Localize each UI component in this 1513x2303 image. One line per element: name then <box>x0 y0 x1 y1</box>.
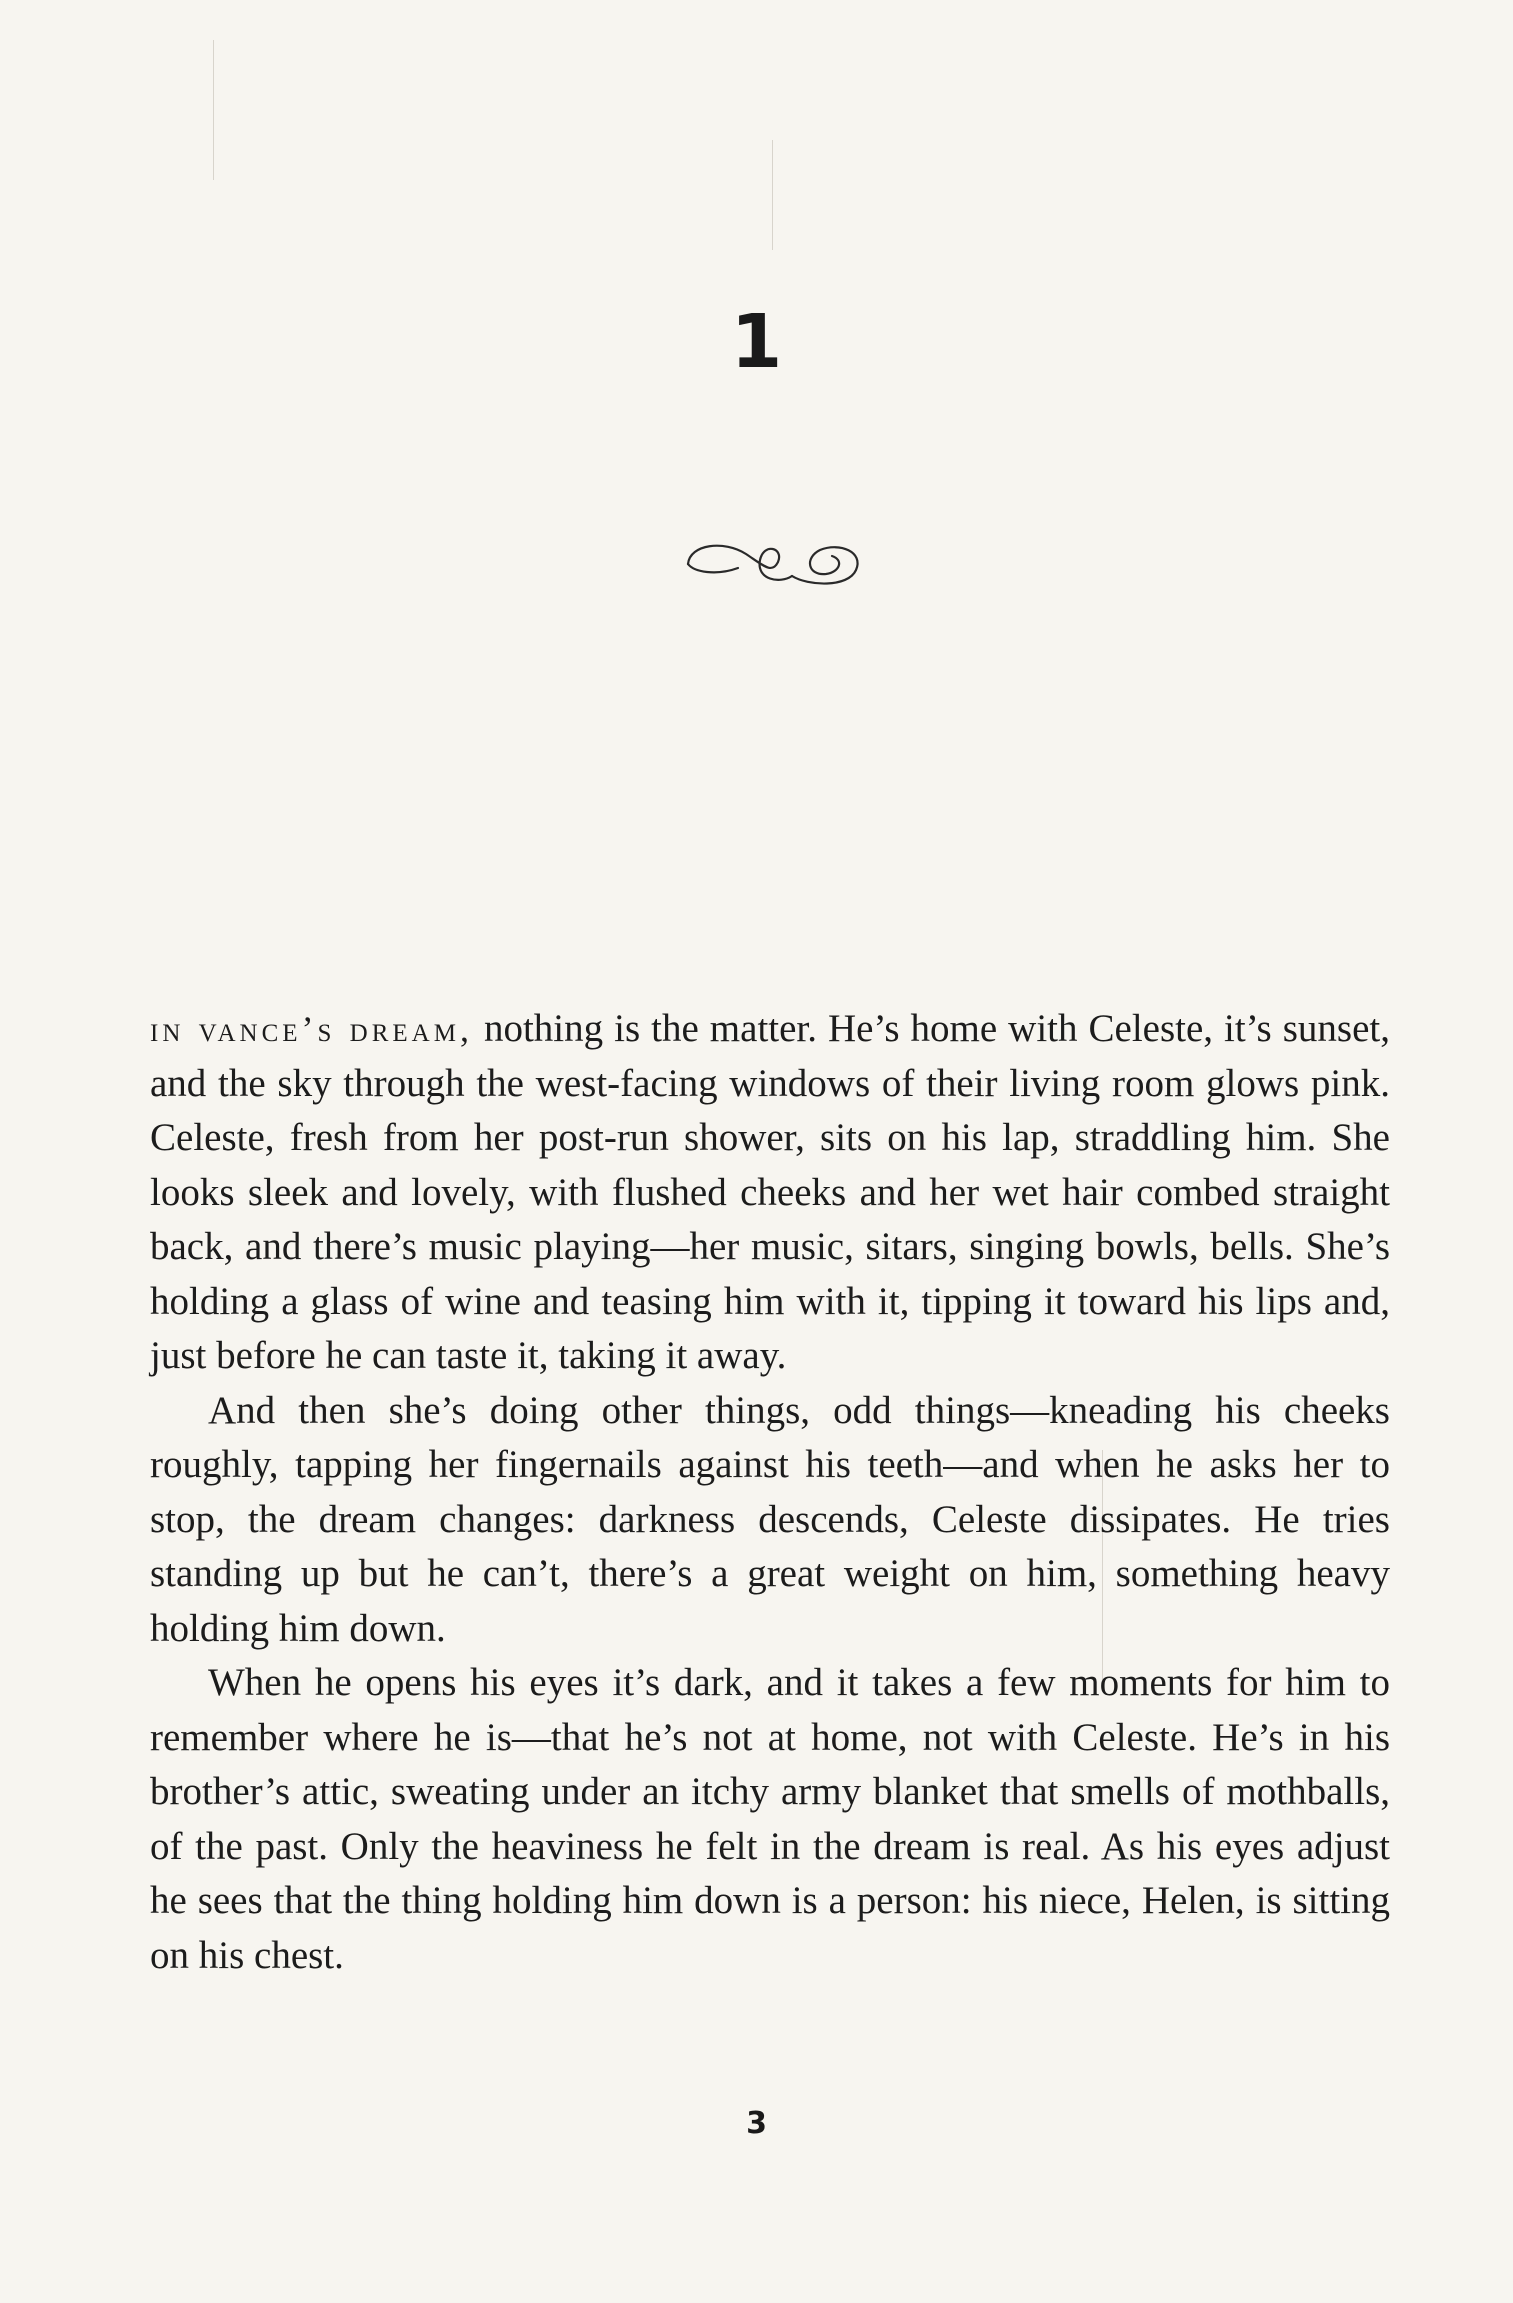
paragraph <box>150 1002 1390 1384</box>
opening-small-caps: in vance’s dream, <box>150 1009 473 1049</box>
page-number: 3 <box>746 2106 767 2141</box>
paragraph: When he opens his eyes it’s dark, and it takes a few moments for him to remember where he is—that he’s not at home, not with Celeste. He’s in his brother’s attic, sweating under an itchy army blanket that smells of mothballs, of the past. Only the heaviness he felt in the dream is real. As his eyes adjust he sees that the thing holding him down is a person: his niece, Helen, is sitting on his chest. <box>150 1661 1390 1977</box>
chapter-body-text <box>150 1002 1390 1983</box>
scan-mark <box>772 140 773 250</box>
paragraph: And then she’s doing other things, odd things—kneading his cheeks roughly, tapping her fingernails against his teeth—and when he asks her to stop, the dream changes: darkness descends, Celeste dissipates. He tries standing up but he can’t, there’s a great weight on him, something heavy holding him down. <box>150 1388 1390 1650</box>
scan-mark <box>213 40 214 180</box>
paragraph-text: nothing is the matter. He’s home with Celeste, it’s sunset, and the sky through the west-facing windows of their living room glows pink. Celeste, fresh from her post-run shower, sits on his lap, straddling him. She looks sleek and lovely, with flushed cheeks and her wet hair combed straight back, and there’s music playing—her music, sitars, singing bowls, bells. She’s holding a glass of wine and teasing him with it, tipping it toward his lips and, just before he can taste it, taking it away. <box>150 1007 1390 1377</box>
chapter-number: 1 <box>730 299 783 385</box>
flourish-ornament-icon <box>680 522 870 602</box>
